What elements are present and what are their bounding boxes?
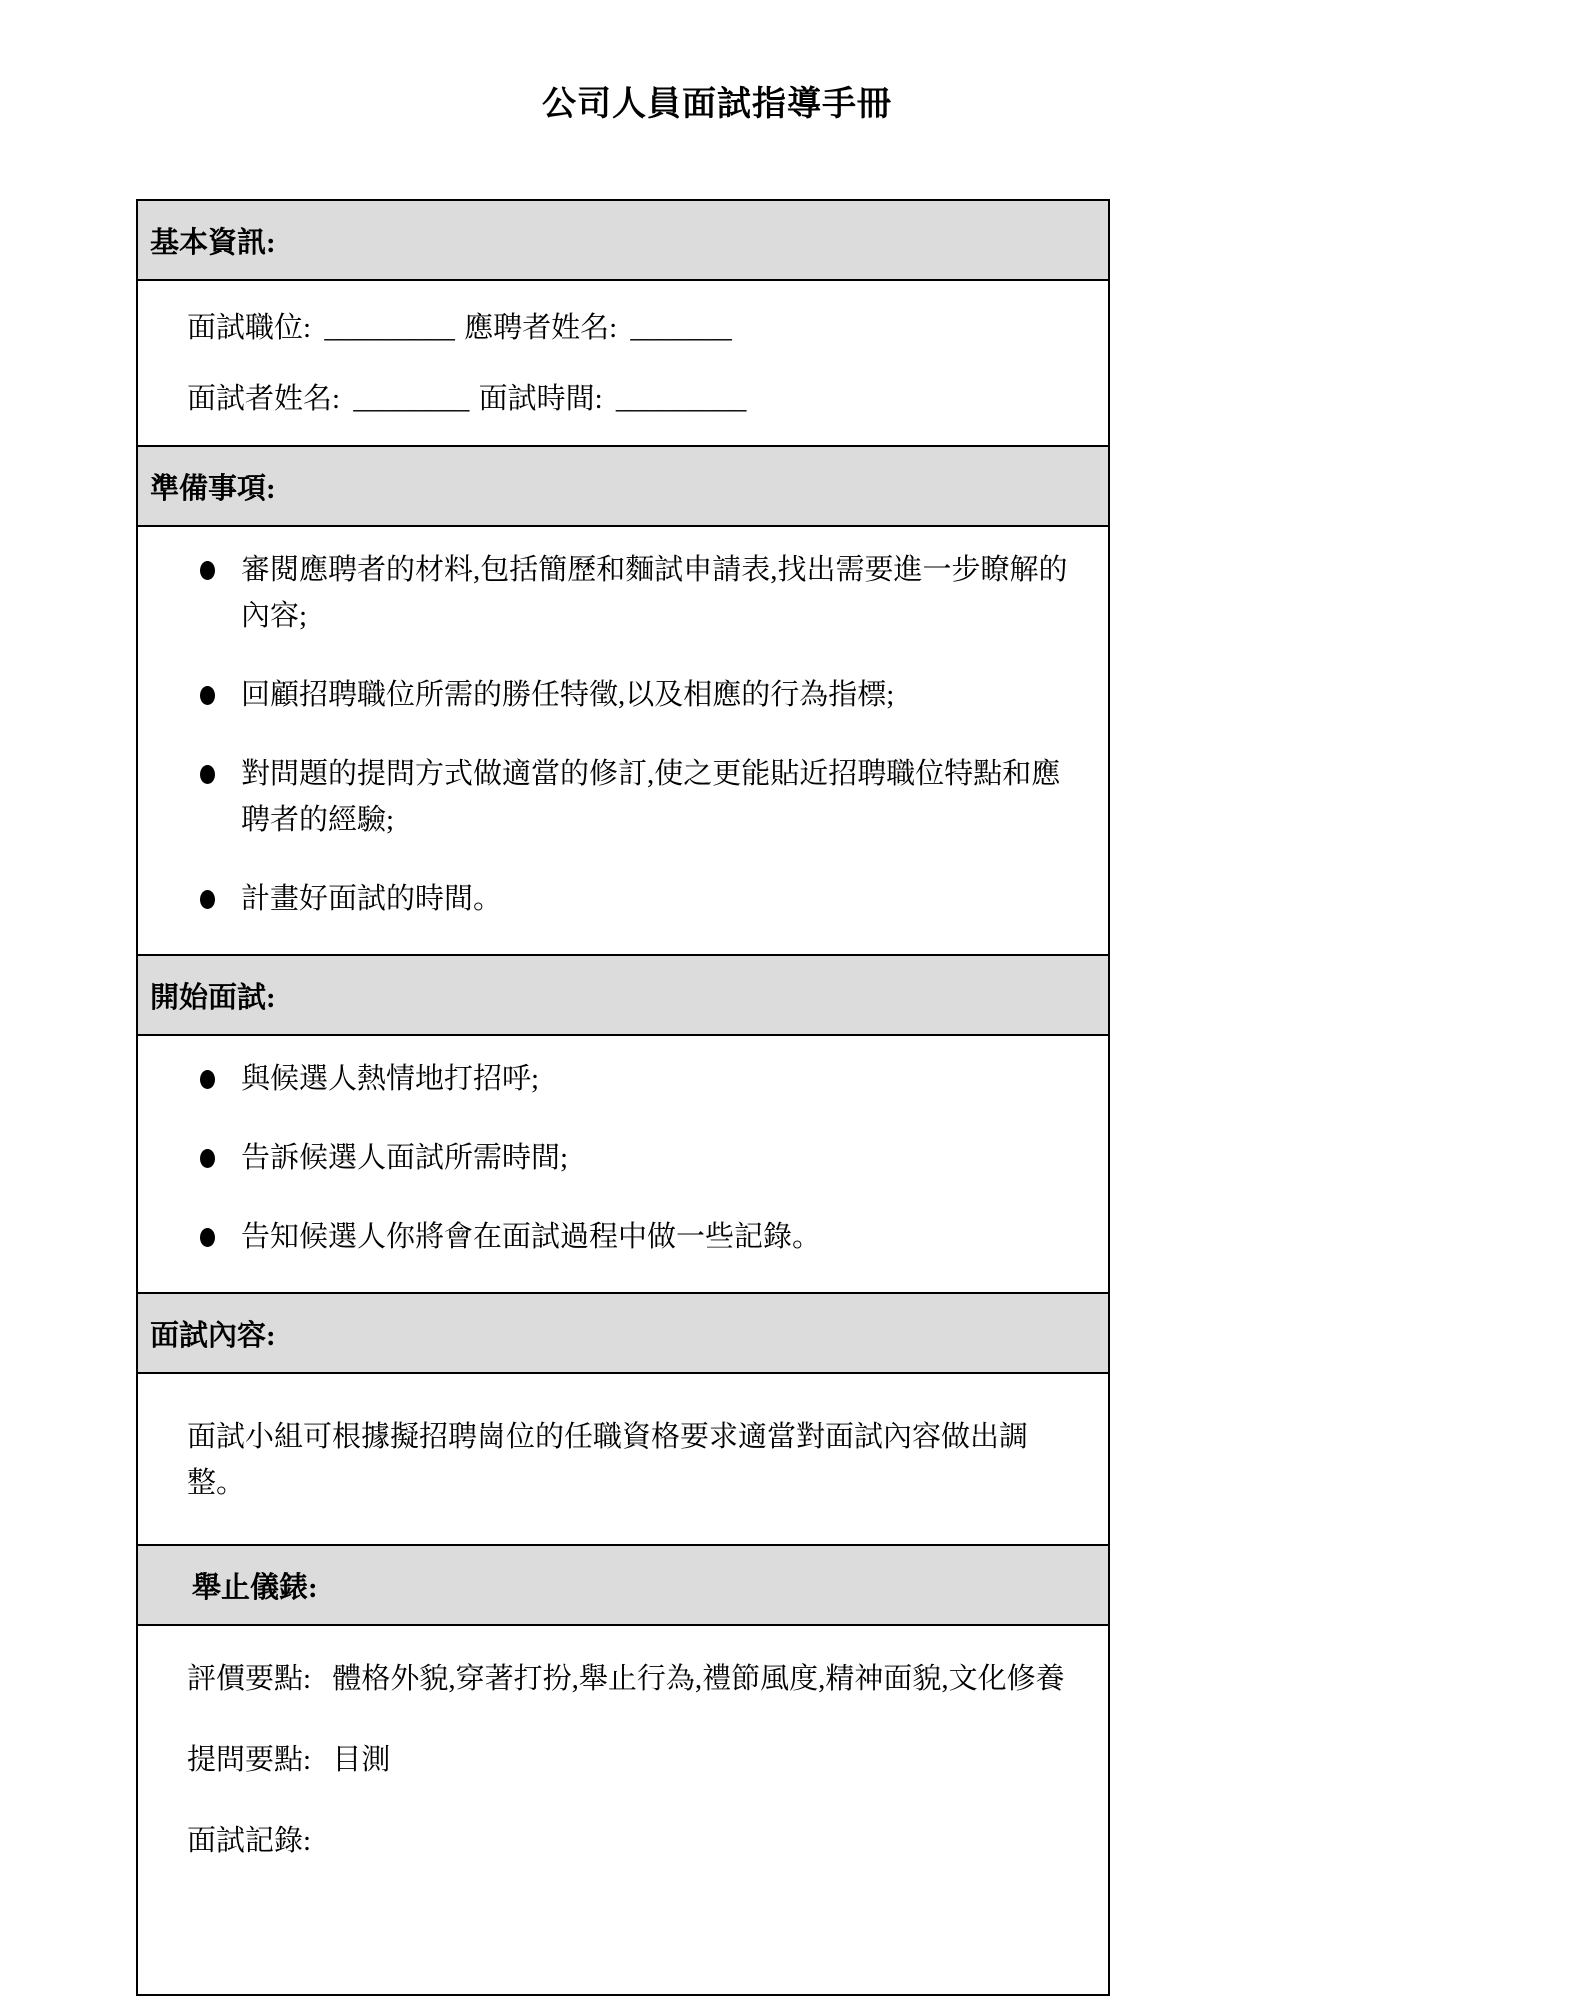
bullet-icon	[200, 686, 215, 705]
field-label-interview-time: 面試時間:	[478, 383, 603, 415]
question-points-line	[187, 1737, 1088, 1783]
list-item-text: 告訴候選人面試所需時間;	[241, 1142, 569, 1174]
section-header-label: 開始面試:	[150, 981, 276, 1014]
evaluation-points-label: 評價要點:	[187, 1663, 312, 1695]
interview-record-label: 面試記錄:	[187, 1825, 312, 1857]
bullet-icon	[200, 1149, 215, 1168]
section-body-interview-content	[138, 1374, 1108, 1546]
field-line-interviewer-time	[187, 376, 1088, 417]
bullet-icon	[200, 1070, 215, 1089]
section-header-preparation	[138, 447, 1108, 527]
blank-line-candidate-name[interactable]: _______	[630, 312, 732, 344]
document-title: 公司人員面試指導手冊	[542, 86, 892, 123]
list-item	[200, 1135, 1088, 1181]
list-item	[200, 751, 1088, 843]
section-body-demeanor	[138, 1626, 1108, 1994]
section-header-label: 舉止儀錶:	[192, 1571, 318, 1604]
section-header-interview-content	[138, 1294, 1108, 1374]
interview-record-line	[187, 1818, 1088, 1864]
list-item	[200, 876, 1088, 922]
list-item-text: 告知候選人你將會在面試過程中做一些記錄。	[241, 1221, 822, 1253]
paragraph-text: 面試小組可根據擬招聘崗位的任職資格要求適當對面試內容做出調整。	[187, 1421, 1029, 1499]
list-item-text: 與候選人熱情地打招呼;	[241, 1063, 540, 1095]
section-body-start-interview	[138, 1036, 1108, 1294]
list-item	[200, 672, 1088, 718]
blank-line-interview-time[interactable]: _________	[615, 383, 747, 415]
list-item-text: 回顧招聘職位所需的勝任特徵,以及相應的行為指標;	[241, 679, 895, 711]
field-line-position-candidate	[187, 305, 1088, 346]
section-header-label: 基本資訊:	[150, 226, 276, 259]
list-item-text: 計畫好面試的時間。	[241, 883, 503, 915]
evaluation-points-value: 體格外貌,穿著打扮,舉止行為,禮節風度,精神面貌,文化修養	[332, 1663, 1065, 1695]
field-label-candidate-name: 應聘者姓名:	[464, 312, 618, 344]
list-item	[200, 1214, 1088, 1260]
list-item-text: 審閱應聘者的材料,包括簡歷和麵試申請表,找出需要進一步瞭解的內容;	[241, 554, 1068, 632]
section-header-label: 準備事項:	[150, 472, 276, 505]
section-header-label: 面試內容:	[150, 1319, 276, 1352]
section-header-basic-info	[138, 201, 1108, 281]
list-item	[200, 1056, 1088, 1102]
section-header-start-interview	[138, 956, 1108, 1036]
bullet-icon	[200, 765, 215, 784]
bullet-icon	[200, 561, 215, 580]
document-page	[136, 0, 1298, 1996]
field-label-position: 面試職位:	[187, 312, 312, 344]
bullet-icon	[200, 890, 215, 909]
section-body-preparation	[138, 527, 1108, 956]
question-points-label: 提問要點:	[187, 1744, 312, 1776]
evaluation-points-line	[187, 1656, 1088, 1702]
section-header-demeanor	[138, 1546, 1108, 1626]
section-body-basic-info	[138, 281, 1108, 447]
list-item-text: 對問題的提問方式做適當的修訂,使之更能貼近招聘職位特點和應聘者的經驗;	[241, 758, 1061, 836]
blank-line-interviewer-name[interactable]: ________	[353, 383, 470, 415]
list-item	[200, 547, 1088, 639]
interview-guide-table	[136, 199, 1110, 1996]
question-points-value: 目測	[332, 1744, 391, 1776]
bullet-icon	[200, 1228, 215, 1247]
field-label-interviewer-name: 面試者姓名:	[187, 383, 341, 415]
blank-line-position[interactable]: _________	[324, 312, 455, 344]
